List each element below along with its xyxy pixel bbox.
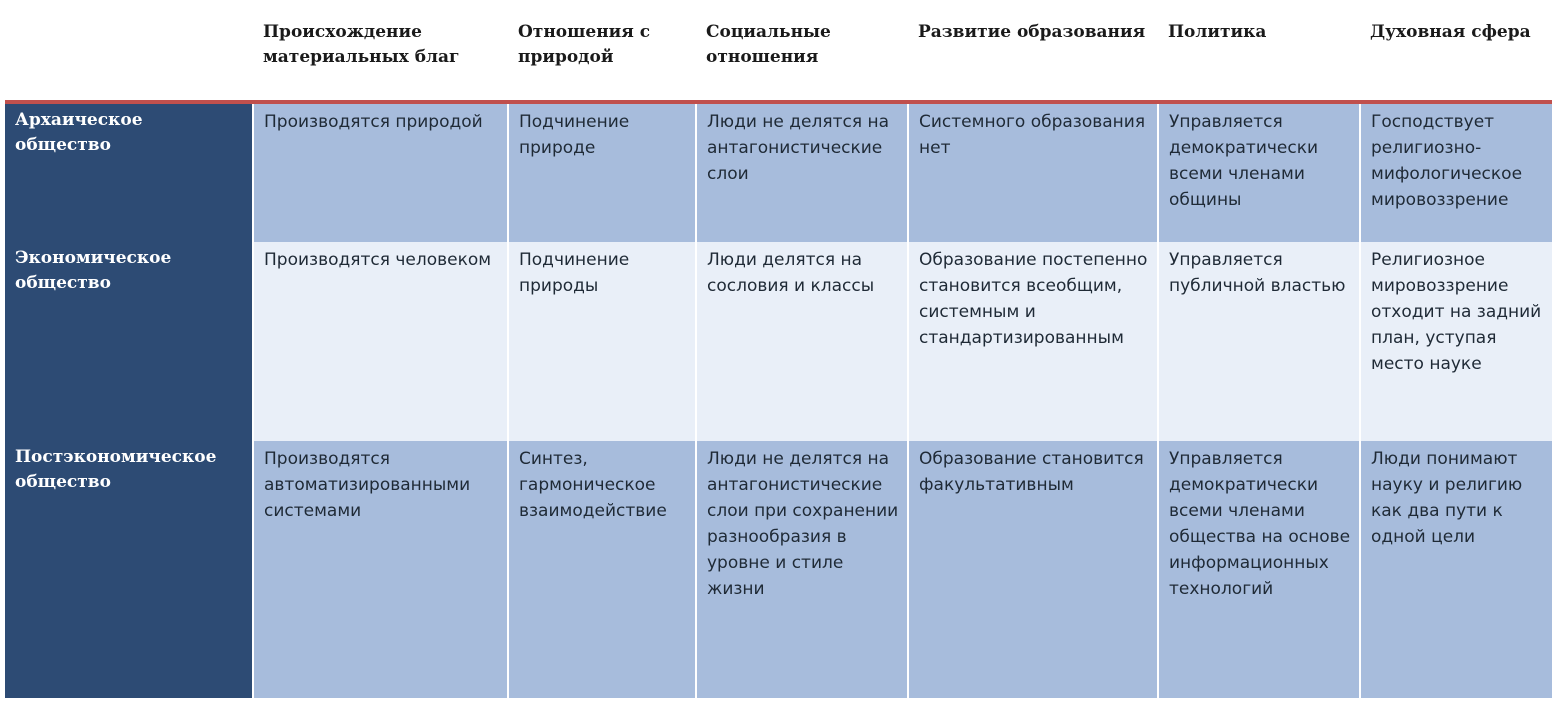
table-cell: Люди не делятся на антагонистические слои	[696, 102, 908, 242]
table-cell: Производятся автоматизированными системами	[253, 441, 508, 698]
table-cell: Религиозное мировоззрение отходит на задний план, уступая место науке	[1360, 242, 1552, 441]
table-row-economic	[5, 242, 1552, 441]
table-cell: Системного образования нет	[908, 102, 1158, 242]
table-cell: Люди не делятся на антагонистические слои при сохранении разнообразия в уровне и стиле жизни	[696, 441, 908, 698]
table-cell: Образование постепенно становится всеобщим, системным и стандартизированным	[908, 242, 1158, 441]
table-header	[5, 0, 1552, 102]
column-header-spiritual-sphere: Духовная сфера	[1360, 0, 1552, 102]
column-header-education: Развитие образования	[908, 0, 1158, 102]
table-cell: Подчинение природы	[508, 242, 696, 441]
table-cell: Производятся человеком	[253, 242, 508, 441]
table-cell: Подчинение природе	[508, 102, 696, 242]
corner-cell	[5, 0, 253, 102]
column-header-origin-of-goods: Происхождение материальных благ	[253, 0, 508, 102]
column-header-relation-to-nature: Отношения с природой	[508, 0, 696, 102]
society-comparison-table	[5, 0, 1552, 698]
table-cell: Управляется демократически всеми членами общины	[1158, 102, 1360, 242]
table-cell: Синтез, гармоническое взаимодействие	[508, 441, 696, 698]
table-cell: Образование становится факультативным	[908, 441, 1158, 698]
table-cell: Господствует религиозно-мифологическое мировоззрение	[1360, 102, 1552, 242]
row-header-archaic: Архаическое общество	[5, 102, 253, 242]
table-cell: Управляется публичной властью	[1158, 242, 1360, 441]
table-row-archaic	[5, 102, 1552, 242]
table-cell: Управляется демократически всеми членами общества на основе информационных технологий	[1158, 441, 1360, 698]
table-cell: Люди делятся на сословия и классы	[696, 242, 908, 441]
column-header-politics: Политика	[1158, 0, 1360, 102]
row-header-economic: Экономическое общество	[5, 242, 253, 441]
row-header-post-economic: Постэкономическое общество	[5, 441, 253, 698]
header-row	[5, 0, 1552, 102]
column-header-social-relations: Социальные отношения	[696, 0, 908, 102]
table-body	[5, 102, 1552, 698]
table-cell: Люди понимают науку и религию как два пути к одной цели	[1360, 441, 1552, 698]
table-row-post-economic	[5, 441, 1552, 698]
table-cell: Производятся природой	[253, 102, 508, 242]
